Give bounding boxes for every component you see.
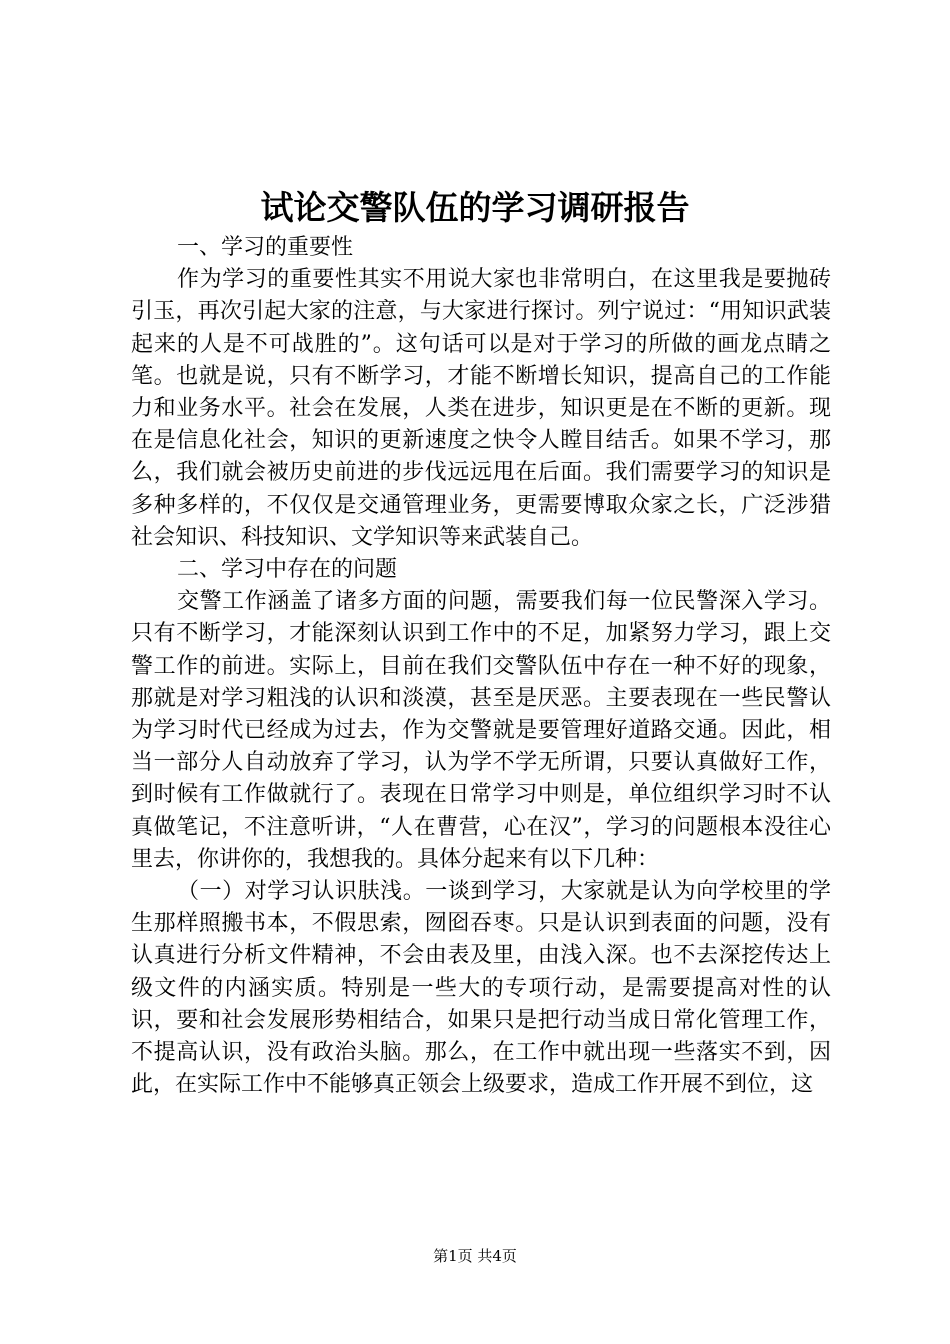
paragraph-problems: 交警工作涵盖了诸多方面的问题，需要我们每一位民警深入学习。只有不断学习，才能深刻认识到工作中的不足，加紧努力学习，跟上交警工作的前进。实际上，目前在我们交警队伍中存在一种不好的现象，那就是对学习粗浅的认识和淡漠，甚至是厌恶。主要表现在一些民警认为学习时代已经成为过去，作为交警就是要管理好道路交通。因此，相当一部分人自动放弃了学习，认为学不学无所谓，只要认真做好工作，到时候有工作做就行了。表现在日常学习中则是，单位组织学习时不认真做笔记，不注意听讲，“人在曹营，心在汉”，学习的问题根本没往心里去，你讲你的，我想我的。具体分起来有以下几种： — [131, 589, 831, 872]
section-heading-problems: 二、学习中存在的问题 — [177, 557, 398, 583]
paragraph-shallow-understanding: （一）对学习认识肤浅。一谈到学习，大家就是认为向学校里的学生那样照搬书本，不假思索，囫囵吞枣。只是认识到表面的问题，没有认真进行分析文件精神，不会由表及里，由浅入深。也不去深挖传达上级文件的内涵实质。特别是一些大的专项行动，是需要提高对性的认识，要和社会发展形势相结合，如果只是把行动当成日常化管理工作，不提高认识，没有政治头脑。那么，在工作中就出现一些落实不到，因此，在实际工作中不能够真正领会上级要求，造成工作开展不到位，这 — [131, 879, 831, 1098]
paragraph-importance: 作为学习的重要性其实不用说大家也非常明白，在这里我是要抛砖引玉，再次引起大家的注意，与大家进行探讨。列宁说过：“用知识武装起来的人是不可战胜的”。这句话可以是对于学习的所做的画龙点睛之笔。也就是说，只有不断学习，才能不断增长知识，提高自己的工作能力和业务水平。社会在发展，人类在进步，知识更是在不断的更新。现在是信息化社会，知识的更新速度之快令人瞠目结舌。如果不学习，那么，我们就会被历史前进的步伐远远甩在后面。我们需要学习的知识是多种多样的，不仅仅是交通管理业务，更需要博取众家之长，广泛涉猎社会知识、科技知识、文学知识等来武装自己。 — [131, 267, 831, 550]
document-body — [131, 232, 831, 1101]
page-footer: 第1页 共4页 — [433, 1247, 517, 1265]
document-title: 试论交警队伍的学习调研报告 — [260, 188, 690, 227]
section-heading-importance: 一、学习的重要性 — [177, 235, 354, 260]
